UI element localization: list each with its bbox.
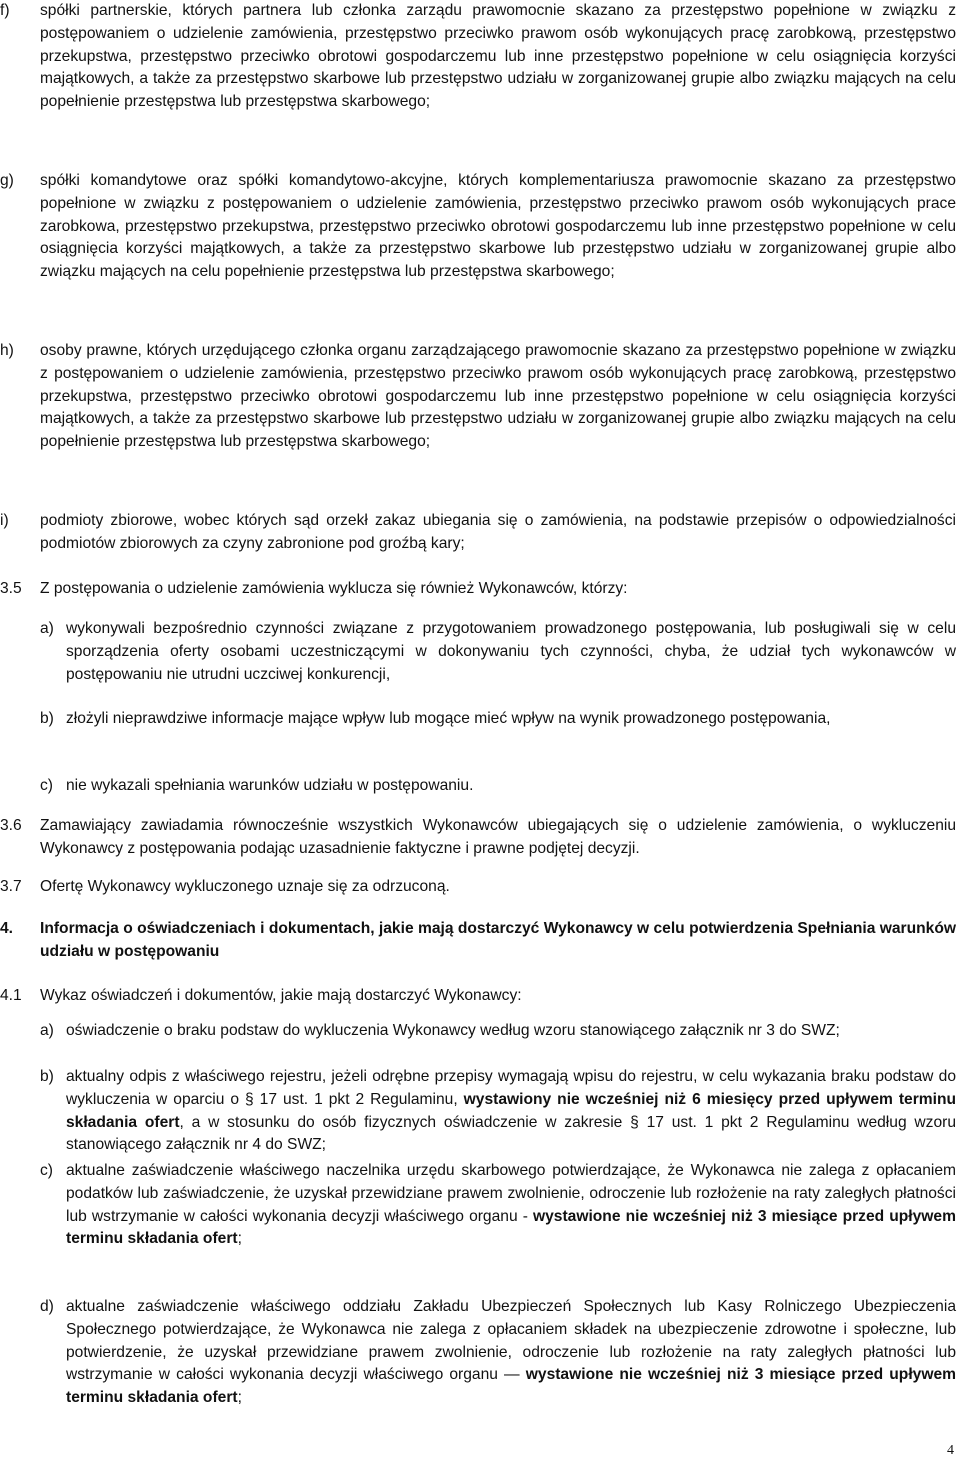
item-text-bold: wystawione nie wcześniej niż 3 miesiące przed upływem terminu składania ofert [66, 1207, 956, 1248]
item-text-part2: , a w stosunku do osób fizycznych oświadczenie w zakresie § 17 ust. 1 pkt 2 Regulaminu według wzoru stanowiącego załącznik nr 4 do SWZ; [66, 1113, 957, 1154]
item-label: b) [40, 710, 54, 727]
item-text-part2: ; [237, 1230, 242, 1248]
item-label: i) [0, 512, 9, 529]
item-text-bold: wystawione nie wcześniej niż 3 miesiące przed upływem terminu składania ofert [66, 1366, 956, 1407]
list-item-3-5-c [40, 775, 956, 798]
item-label: a) [40, 620, 54, 637]
item-text-part1: aktualne zaświadczenie właściwego oddziału Zakładu Ubezpieczeń Społecznych lub Kasy Rolniczego Ubezpieczenia Społecznego potwierdzające, że Wykonawca nie zalega z opłacaniem składek na ubezpieczenie zdrowotne i społeczne, lub potwierdzenie, że uzyskał przewidziane prawem zwolnienie, odroczenie lub rozłożenie na raty zaległych płatności lub wstrzymanie w całości wykonania decyzji właściwego organu — [66, 1298, 956, 1384]
section-number: 3.6 [0, 817, 22, 834]
item-text: spółki komandytowe oraz spółki komandytowo-akcyjne, których komplementariusza prawomocnie skazano za przestępstwo popełnione w związku z postępowaniem o udzielenie zamówienia, przestępstwo przeciwko prawom osób wykonujących prace zarobkowa, przestępstwo przekupstwa, przestępstwo przeciwko obrotowi gospodarczemu lub inne przestępstwo popełnione w celu osiągnięcia korzyści majątkowych, a także za przestępstwo skarbowe lub przestępstwo udziału w zorganizowanej grupie albo związku mających na celu popełnienie przestępstwa lub przestępstwa skarbowego; [40, 172, 956, 281]
list-item-4-1-b [40, 1066, 956, 1157]
item-label: f) [0, 2, 10, 19]
item-label: c) [40, 777, 53, 794]
section-3-5 [0, 578, 956, 601]
section-text: Z postępowania o udzielenie zamówienia wyklucza się również Wykonawców, którzy: [40, 580, 628, 597]
section-text: Wykaz oświadczeń i dokumentów, jakie mają dostarczyć Wykonawcy: [40, 987, 522, 1004]
item-label: b) [40, 1068, 54, 1085]
item-text-part1: aktualny odpis z właściwego rejestru, jeżeli odrębne przepisy wymagają wpisu do rejestru, w celu wykazania braku podstaw do wykluczenia w oparciu o § 17 ust. 1 pkt 2 Regulaminu, [66, 1068, 956, 1108]
section-4-heading [0, 918, 956, 964]
section-number: 4. [0, 920, 14, 937]
section-number: 4.1 [0, 987, 22, 1004]
item-text: osoby prawne, których urzędującego członka organu zarządzającego prawomocnie skazano za przestępstwo popełnione w związku z postępowaniem o udzielenie zamówienia, przestępstwo przeciwko prawom osób wykonujących pracę zarobkową, przestępstwo przekupstwa, przestępstwo przeciwko obrotowi gospodarczemu lub inne przestępstwo popełnione w celu osiągnięcia korzyści majątkowych, a także za przestępstwo skarbowe lub przestępstwo udziału w zorganizowanej grupie albo związku mających na celu popełnienie przestępstwa lub przestępstwa skarbowego; [40, 342, 956, 451]
item-text: oświadczenie o braku podstaw do wykluczenia Wykonawcy według wzoru stanowiącego załącznik nr 3 do SWZ; [66, 1022, 840, 1039]
section-number: 3.7 [0, 878, 22, 895]
item-text [66, 1296, 956, 1410]
section-4-1 [0, 985, 956, 1008]
section-3-7 [0, 876, 956, 899]
item-text-bold: wystawiony nie wcześniej niż 6 miesięcy przed upływem terminu składania ofert [66, 1090, 957, 1131]
list-item-h [0, 340, 956, 454]
list-item-g [0, 170, 956, 284]
section-number: 3.5 [0, 580, 22, 597]
item-text: podmioty zbiorowe, wobec których sąd orzekł zakaz ubiegania się o zamówienia, na podstawie przepisów o odpowiedzialności podmiotów zbiorowych za czyny zabronione pod groźbą kary; [40, 512, 956, 552]
list-item-3-5-a [40, 618, 956, 686]
list-item-4-1-c [40, 1160, 956, 1251]
item-label: a) [40, 1022, 54, 1039]
item-text [66, 1066, 956, 1157]
item-text [66, 1160, 956, 1251]
list-item-f [0, 0, 956, 114]
item-text-part1: aktualne zaświadczenie właściwego naczelnika urzędu skarbowego potwierdzające, że Wykonawca nie zalega z opłacaniem podatków lub zaświadczenie, że uzyskał przewidziane prawem zwolnienie, odroczenie lub rozłożenie na raty zaległych płatności lub wstrzymanie w całości wykonania decyzji właściwego organu - [66, 1162, 956, 1225]
item-label: c) [40, 1162, 53, 1179]
list-item-4-1-d [40, 1296, 956, 1410]
page-number: 4 [947, 1443, 954, 1458]
item-text: spółki partnerskie, których partnera lub członka zarządu prawomocnie skazano za przestępstwo popełnione w związku z postępowaniem o udzielenie zamówienia, przestępstwo przeciwko prawom osób wykonujących pracę zarobkową, przestępstwo przekupstwa, przestępstwo przeciwko obrotowi gospodarczemu lub inne przestępstwo popełnione w celu osiągnięcia korzyści majątkowych, a także za przestępstwo skarbowe lub przestępstwo udziału w zorganizowanej grupie albo związku mających na celu popełnienie przestępstwa lub przestępstwa skarbowego; [40, 2, 956, 111]
section-heading-text: Informacja o oświadczeniach i dokumentach, jakie mają dostarczyć Wykonawcy w celu potwierdzenia Spełniania warunków udziału w postępowaniu [40, 920, 956, 960]
item-label: h) [0, 342, 14, 359]
list-item-4-1-a [40, 1020, 956, 1043]
section-text: Ofertę Wykonawcy wykluczonego uznaje się za odrzuconą. [40, 878, 450, 895]
item-text: złożyli nieprawdziwe informacje mające wpływ lub mogące mieć wpływ na wynik prowadzonego postępowania, [66, 710, 831, 727]
item-text: wykonywali bezpośrednio czynności związane z przygotowaniem prowadzonego postępowania, lub posługiwali się w celu sporządzenia oferty osobami uczestniczącymi w dokonywaniu tych czynności, chyba, że udział tych wykonawców w postępowaniu nie utrudni uczciwej konkurencji, [66, 620, 956, 683]
section-text: Zamawiający zawiadamia równocześnie wszystkich Wykonawców ubiegających się o udzielenie zamówienia, o wykluczeniu Wykonawcy z postępowania podając uzasadnienie faktyczne i prawne podjętej decyzji. [40, 817, 956, 857]
item-label: d) [40, 1298, 54, 1315]
item-text-part2: ; [237, 1389, 242, 1407]
section-3-6 [0, 815, 956, 861]
item-label: g) [0, 172, 14, 189]
list-item-i [0, 510, 956, 556]
list-item-3-5-b [40, 708, 956, 731]
item-text: nie wykazali spełniania warunków udziału w postępowaniu. [66, 777, 474, 794]
